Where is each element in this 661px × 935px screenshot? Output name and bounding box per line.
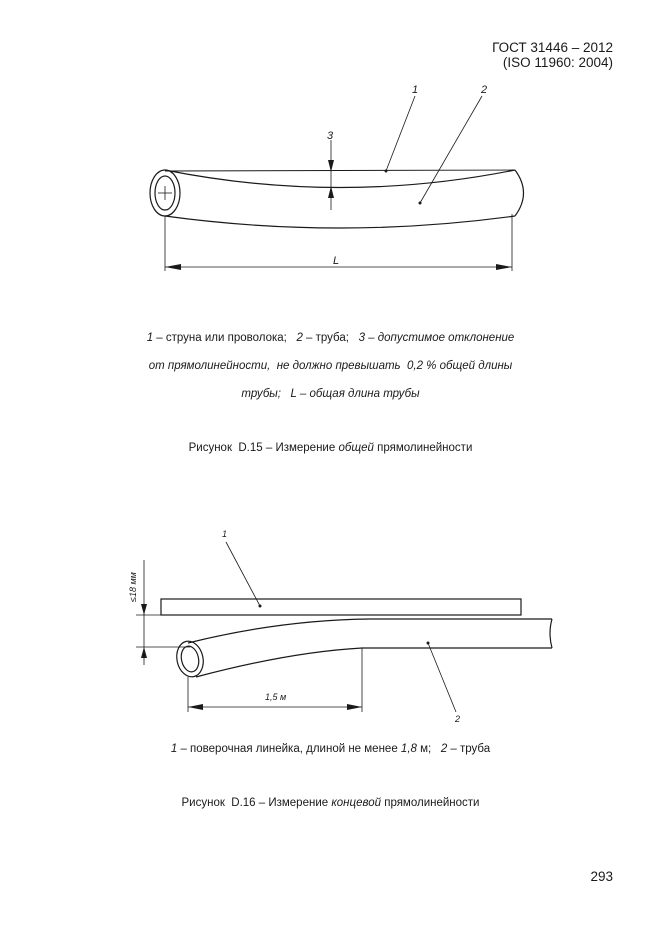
leader-1 (386, 96, 415, 171)
arrowhead-left-icon (188, 704, 203, 710)
leader-2 (428, 643, 456, 712)
legend-line-3: трубы; L – общая длина трубы (241, 388, 420, 400)
standard-number: ГОСТ 31446 – 2012 (492, 40, 613, 55)
legend-value: 1,8 (400, 743, 417, 755)
gap-label: ≤18 мм (128, 572, 138, 602)
pipe-bottom-edge (196, 648, 552, 677)
figure-d16-drawing (0, 520, 661, 735)
document-header (492, 40, 613, 70)
leader-1 (226, 542, 260, 606)
caption-emphasis: концевой (331, 797, 382, 809)
figure-d16-legend (0, 742, 661, 756)
legend-num-2: 2 (440, 743, 448, 755)
page-number: 293 (590, 869, 613, 884)
figure-d16-caption: Рисунок D.16 – Измерение концевой прямолинейности (181, 797, 480, 809)
total-straightness-diagram (0, 75, 661, 285)
string-line (165, 170, 515, 171)
pipe-end-inner (179, 645, 201, 674)
label-L: L (333, 255, 340, 267)
gap-arrow-down-icon (141, 604, 147, 615)
legend-text-1: – струна или проволока; (153, 332, 297, 344)
arrowhead-left-icon (165, 264, 181, 270)
leader-dot-1 (385, 170, 388, 173)
legend-num-1: 1 (170, 743, 178, 755)
figure-d15-drawing (0, 75, 661, 290)
label-3: 3 (327, 130, 334, 142)
label-1: 1 (412, 84, 419, 96)
leader-dot-2 (419, 202, 422, 205)
label-2: 2 (455, 714, 461, 724)
label-1: 1 (222, 529, 228, 539)
pipe-right-end (515, 170, 524, 216)
legend-text-2: м; (416, 743, 441, 755)
caption-emphasis: общей (338, 442, 374, 454)
label-2: 2 (481, 84, 488, 96)
center-crosshair-icon (158, 186, 172, 200)
legend-text-3: 3 – допустимое отклонение (358, 332, 515, 344)
leader-2 (420, 96, 482, 203)
figure-d15-caption: Рисунок D.15 – Измерение общей прямолинейности (188, 442, 473, 454)
pipe-end-outer (174, 639, 207, 680)
iso-reference: (ISO 11960: 2004) (502, 55, 613, 70)
legend-num-2: 2 (296, 332, 303, 344)
dimension-label: 1,5 м (265, 692, 287, 702)
straightedge (161, 599, 521, 615)
end-straightness-diagram (0, 520, 661, 730)
gap-arrow-up-icon (141, 647, 147, 658)
leader-dot-2 (427, 642, 430, 645)
leader-dot-1 (259, 605, 262, 608)
pipe-bottom-edge (165, 216, 515, 228)
figure-d15-legend (0, 331, 661, 401)
legend-text-3: – труба (447, 743, 491, 755)
legend-text-1: – поверочная линейка, длиной не менее (177, 743, 401, 755)
pipe-top-edge (188, 619, 552, 643)
legend-line-2: от прямолинейности, не должно превышать 0,2 % общей длины (148, 360, 513, 372)
legend-text-2: – труба; (302, 332, 359, 344)
legend-num-1: 1 (146, 332, 154, 344)
pipe-top-edge (165, 170, 515, 188)
arrowhead-right-icon (347, 704, 362, 710)
arrowhead-right-icon (496, 264, 512, 270)
pipe-right-end (550, 619, 552, 648)
